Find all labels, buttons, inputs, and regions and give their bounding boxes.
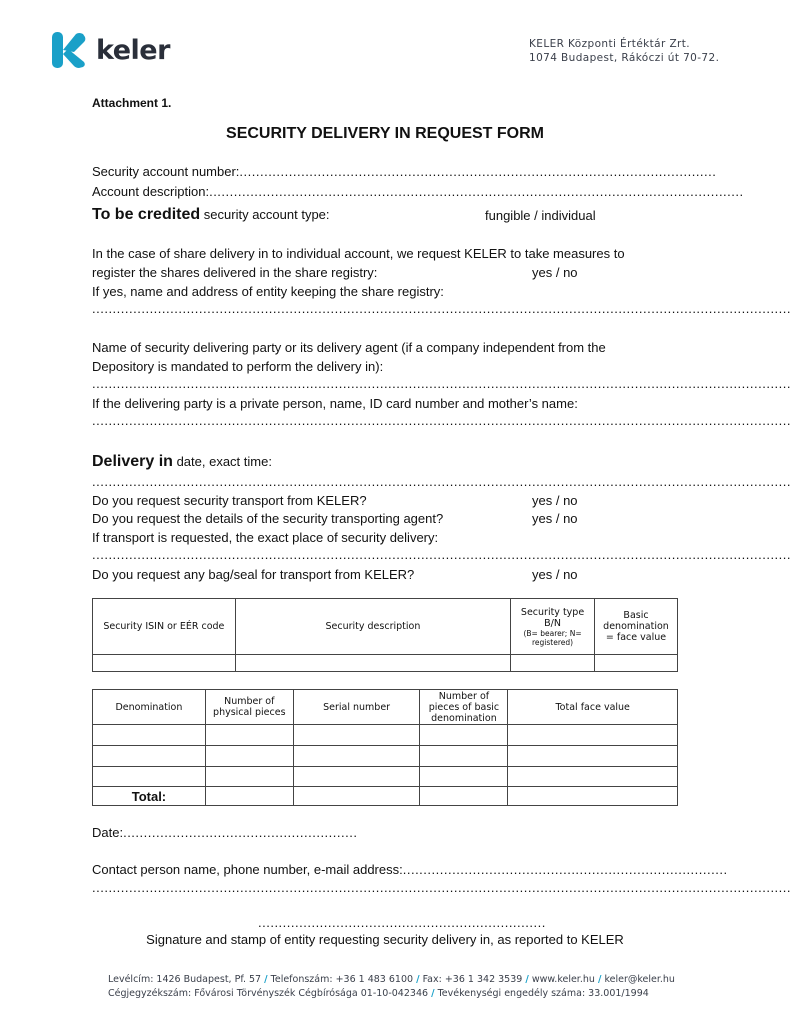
cell-input[interactable] bbox=[205, 746, 293, 767]
footer-line2 bbox=[108, 987, 675, 1001]
separator-icon: / bbox=[525, 974, 529, 985]
separator-icon: / bbox=[431, 988, 435, 999]
cell-input[interactable] bbox=[508, 746, 678, 767]
signature-caption: Signature and stamp of entity requesting security delivery in, as reported to KELER bbox=[146, 932, 624, 947]
transport-question: Do you request security transport from KELER? bbox=[92, 493, 367, 508]
keler-k-icon bbox=[52, 32, 88, 68]
bag-question: Do you request any bag/seal for transport from KELER? bbox=[92, 567, 415, 582]
bag-yes-no[interactable]: yes / no bbox=[532, 567, 578, 582]
col-header-basic-pieces: Number of pieces of basic denomination bbox=[420, 690, 508, 725]
share-registry-yes-no[interactable]: yes / no bbox=[532, 265, 578, 280]
col-header-denomination: Denomination bbox=[93, 690, 206, 725]
delivery-row bbox=[92, 451, 678, 473]
cell-input[interactable] bbox=[205, 725, 293, 746]
date-label: Date: bbox=[92, 825, 124, 840]
cell-input[interactable] bbox=[93, 767, 206, 787]
delivery-heading: Delivery in bbox=[92, 453, 173, 470]
account-number-field[interactable]: Security account number:.................................................................................................................... bbox=[92, 164, 717, 179]
col-header-serial: Serial number bbox=[293, 690, 420, 725]
cell-input[interactable] bbox=[293, 787, 420, 806]
col-header-type bbox=[511, 599, 595, 655]
date-field[interactable]: Date:......................................................... bbox=[92, 825, 358, 840]
cell-input[interactable] bbox=[420, 746, 508, 767]
delivering-line2: Depository is mandated to perform the delivery in): bbox=[92, 359, 384, 374]
share-registry-input[interactable]: .......................................................................................................................................................................... bbox=[92, 301, 791, 316]
cell-input[interactable] bbox=[293, 767, 420, 787]
delivering-line1: Name of security delivering party or its delivery agent (if a company independent from the bbox=[92, 340, 606, 355]
private-person-input[interactable]: .......................................................................................................................................................................... bbox=[92, 413, 791, 428]
cell-input[interactable] bbox=[420, 725, 508, 746]
footer bbox=[108, 973, 675, 1001]
account-description-label: Account description: bbox=[92, 184, 210, 199]
attachment-label: Attachment 1. bbox=[92, 96, 172, 110]
delivery-label: date, exact time: bbox=[176, 454, 272, 469]
contact-label: Contact person name, phone number, e-mail address: bbox=[92, 862, 403, 877]
footer-line1 bbox=[108, 973, 675, 987]
total-label: Total: bbox=[93, 787, 206, 806]
private-person-label: If the delivering party is a private person, name, ID card number and mother’s name: bbox=[92, 396, 578, 411]
cell-input[interactable] bbox=[508, 767, 678, 787]
share-para-line2: register the shares delivered in the share registry: bbox=[92, 265, 378, 280]
cell-input[interactable] bbox=[93, 655, 236, 672]
cell-input[interactable] bbox=[293, 746, 420, 767]
table-row bbox=[93, 655, 678, 672]
cell-input[interactable] bbox=[420, 787, 508, 806]
table-row bbox=[93, 725, 678, 746]
cell-input[interactable] bbox=[595, 655, 678, 672]
col-header-denomination: Basic denomination = face value bbox=[595, 599, 678, 655]
delivery-date-input[interactable]: .......................................................................................................................................................................... bbox=[92, 474, 791, 489]
account-number-label: Security account number: bbox=[92, 164, 240, 179]
agent-yes-no[interactable]: yes / no bbox=[532, 511, 578, 526]
cell-input[interactable] bbox=[508, 787, 678, 806]
share-para-line1: In the case of share delivery in to individual account, we request KELER to take measures to bbox=[92, 246, 625, 261]
agent-question: Do you request the details of the security transporting agent? bbox=[92, 511, 444, 526]
cell-input[interactable] bbox=[420, 767, 508, 787]
footer-fax: Fax: +36 1 342 3539 bbox=[422, 974, 523, 985]
contact-input[interactable]: .......................................................................................................................................................................... bbox=[92, 880, 791, 895]
footer-email[interactable]: keler@keler.hu bbox=[604, 974, 675, 985]
account-description-field[interactable]: Account description:.................................................................................................................................. bbox=[92, 184, 744, 199]
keler-logo bbox=[52, 32, 170, 68]
col-header-physical-pieces: Number of physical pieces bbox=[205, 690, 293, 725]
table-row bbox=[93, 746, 678, 767]
credited-options[interactable]: fungible / individual bbox=[485, 208, 596, 223]
cell-input[interactable] bbox=[93, 746, 206, 767]
type-header-text: Security type B/N bbox=[520, 606, 585, 629]
credited-heading: To be credited bbox=[92, 206, 201, 223]
company-address: 1074 Budapest, Rákóczi út 70-72. bbox=[529, 52, 720, 64]
footer-registry: Cégjegyzékszám: Fővárosi Törvényszék Cégbírósága 01-10-042346 bbox=[108, 988, 429, 999]
place-question: If transport is requested, the exact place of security delivery: bbox=[92, 530, 439, 545]
security-table bbox=[92, 598, 678, 672]
denomination-table bbox=[92, 689, 678, 806]
cell-input[interactable] bbox=[508, 725, 678, 746]
cell-input[interactable] bbox=[93, 725, 206, 746]
footer-license: Tevékenységi engedély száma: 33.001/1994 bbox=[437, 988, 649, 999]
type-header-note: (B= bearer; N= registered) bbox=[523, 628, 582, 647]
delivering-party-input[interactable]: .......................................................................................................................................................................... bbox=[92, 376, 791, 391]
credited-label: security account type: bbox=[203, 207, 330, 222]
cell-input[interactable] bbox=[293, 725, 420, 746]
cell-input[interactable] bbox=[511, 655, 595, 672]
separator-icon: / bbox=[264, 974, 268, 985]
delivery-place-input[interactable]: .......................................................................................................................................................................... bbox=[92, 547, 791, 562]
footer-website[interactable]: www.keler.hu bbox=[531, 974, 595, 985]
col-header-description: Security description bbox=[235, 599, 510, 655]
cell-input[interactable] bbox=[205, 787, 293, 806]
cell-input[interactable] bbox=[205, 767, 293, 787]
footer-postal: Levélcím: 1426 Budapest, Pf. 57 bbox=[108, 974, 262, 985]
col-header-total-face: Total face value bbox=[508, 690, 678, 725]
cell-input[interactable] bbox=[235, 655, 510, 672]
table-row bbox=[93, 767, 678, 787]
footer-phone: Telefonszám: +36 1 483 6100 bbox=[270, 974, 414, 985]
separator-icon: / bbox=[597, 974, 602, 985]
company-name: KELER Központi Értéktár Zrt. bbox=[529, 38, 691, 50]
transport-yes-no[interactable]: yes / no bbox=[532, 493, 578, 508]
logo-wordmark: keler bbox=[96, 34, 170, 66]
company-info bbox=[529, 37, 719, 65]
signature-line[interactable]: ...................................................................... bbox=[258, 915, 546, 930]
col-header-isin: Security ISIN or EÉR code bbox=[93, 599, 236, 655]
contact-field[interactable]: Contact person name, phone number, e-mail address:............................................................................... bbox=[92, 862, 728, 877]
total-row bbox=[93, 787, 678, 806]
separator-icon: / bbox=[416, 974, 420, 985]
page-title: SECURITY DELIVERY IN REQUEST FORM bbox=[226, 125, 544, 142]
share-registry-label: If yes, name and address of entity keeping the share registry: bbox=[92, 284, 444, 299]
